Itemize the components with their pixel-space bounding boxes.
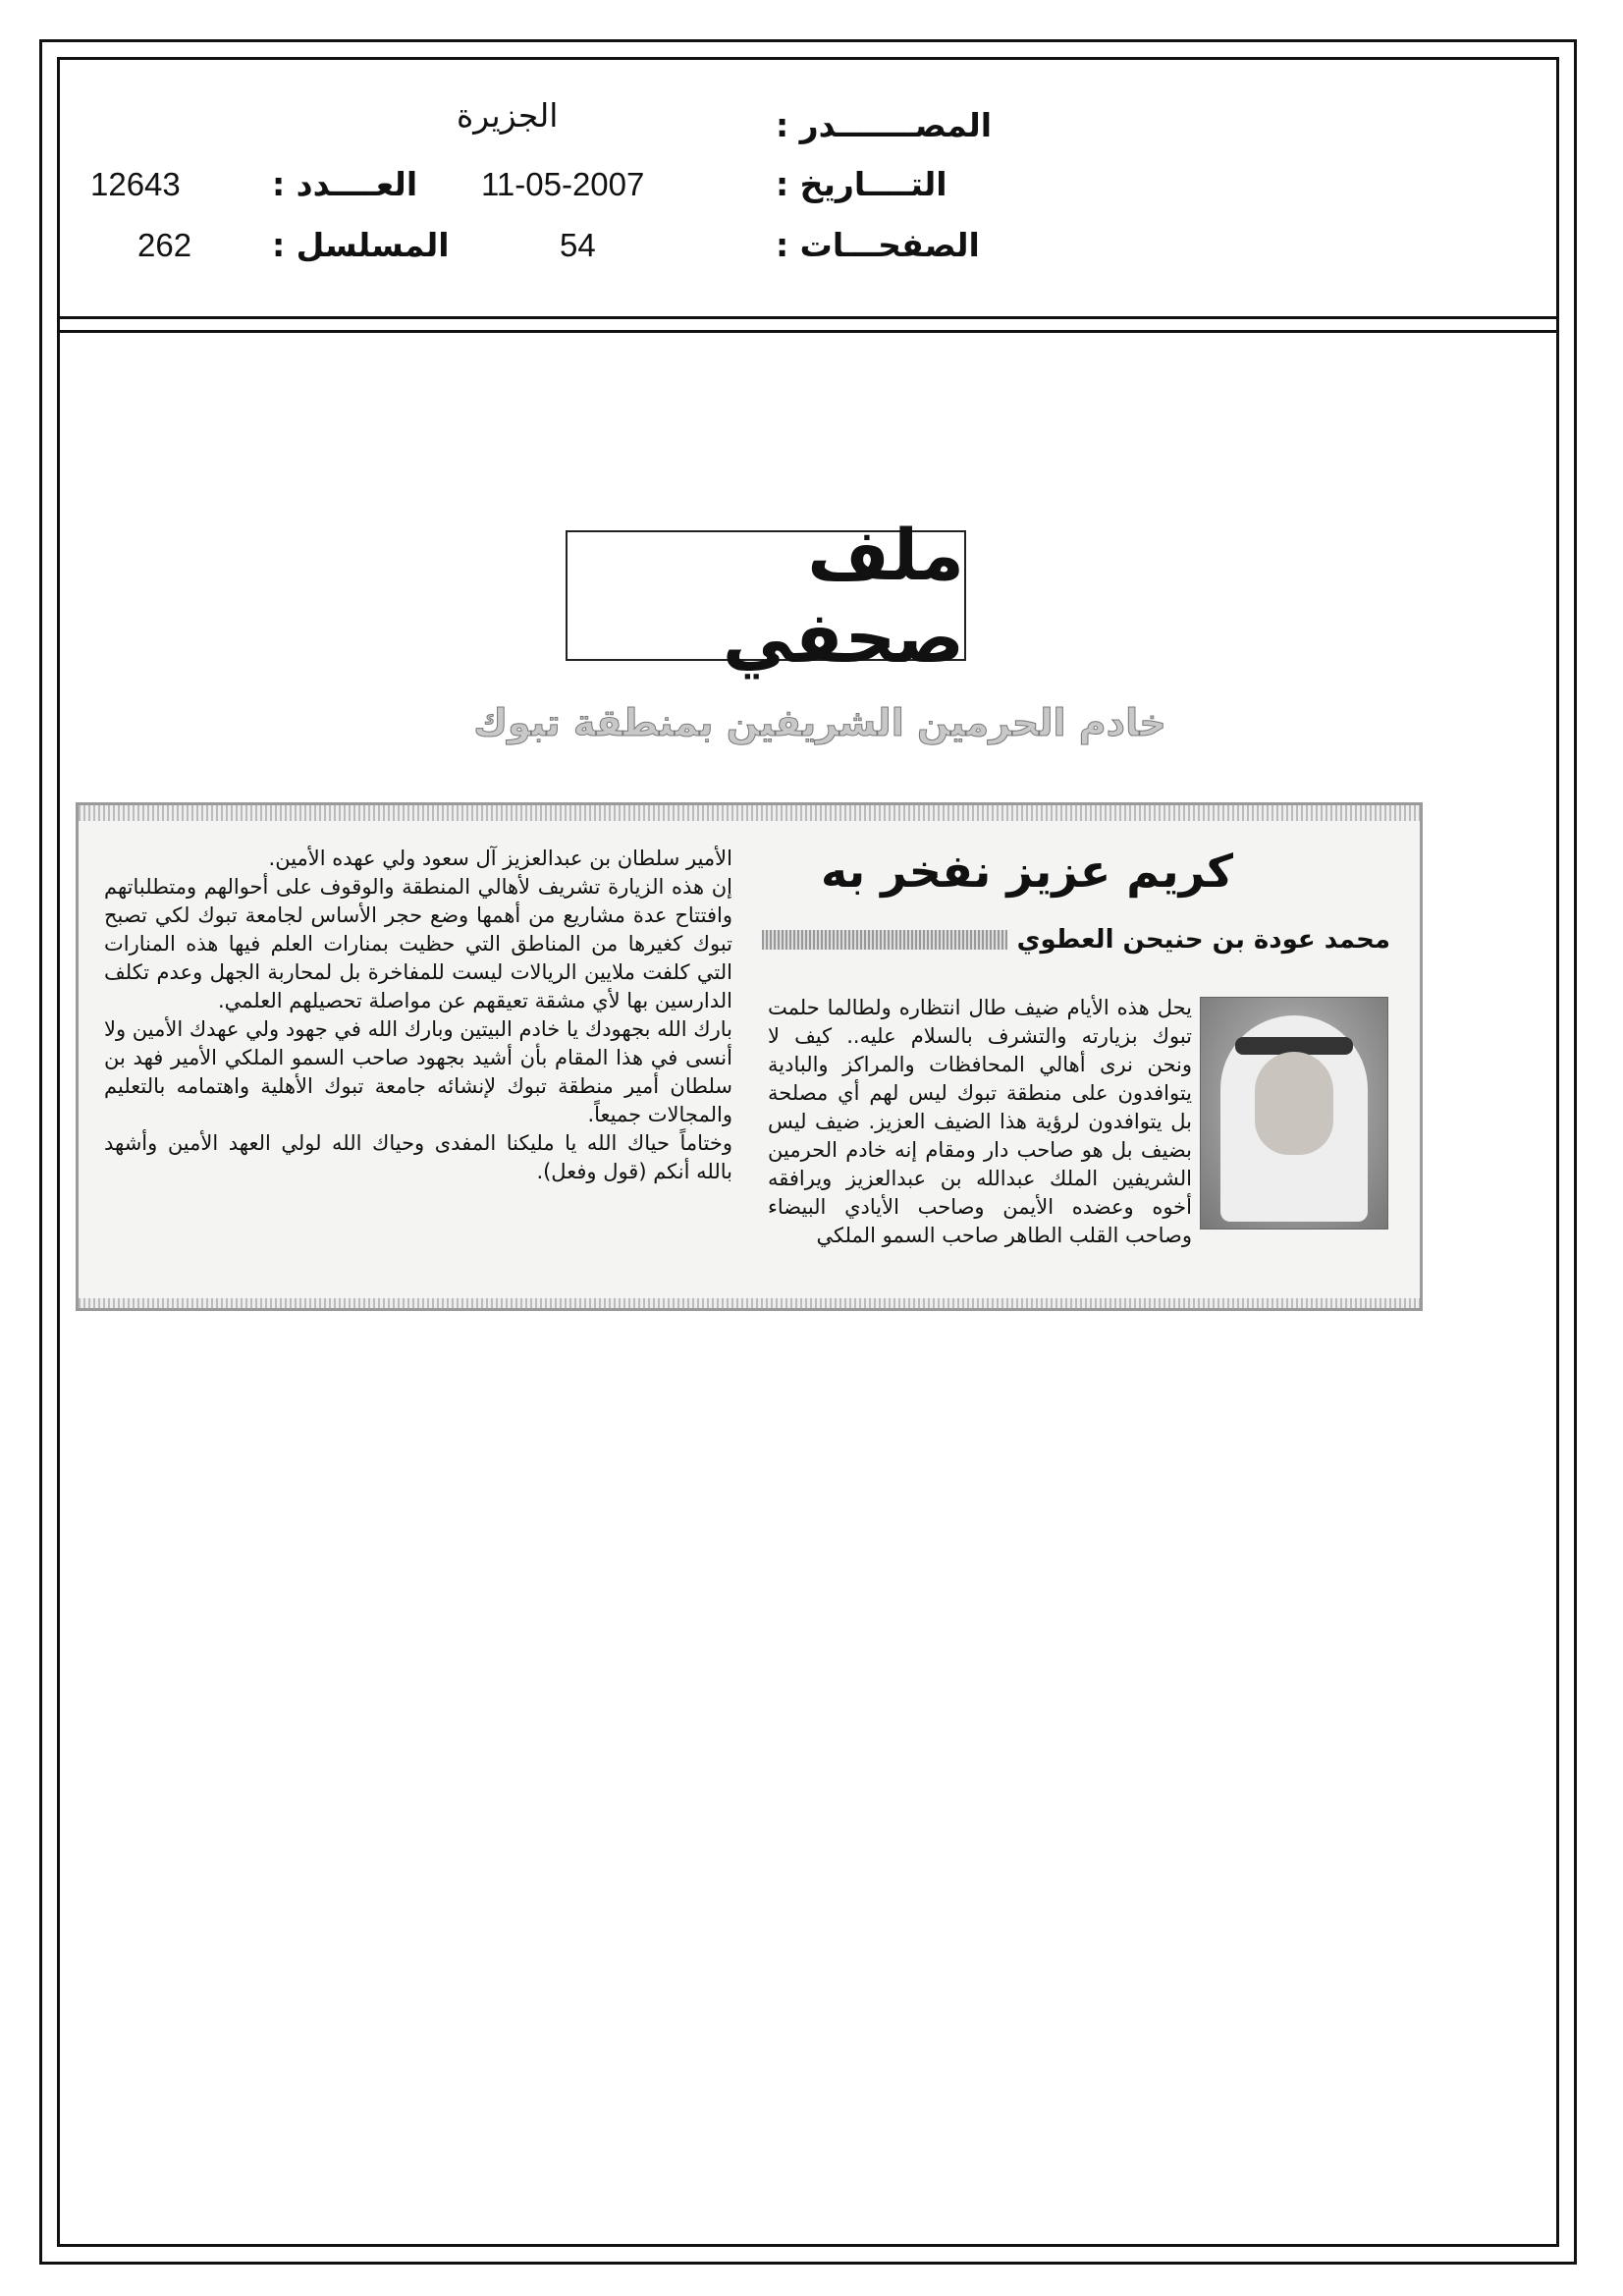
newspaper-clipping bbox=[76, 802, 1423, 1311]
article-title: كريم عزيز نفخر به bbox=[821, 845, 1233, 898]
pages-value: 54 bbox=[560, 227, 596, 263]
date-value: 11-05-2007 bbox=[481, 166, 645, 202]
issue-value: 12643 bbox=[90, 166, 181, 202]
serial-label: المسلسل : bbox=[272, 226, 450, 264]
article-column-left bbox=[104, 845, 732, 1186]
article-paragraph: الأمير سلطان بن عبدالعزيز آل سعود ولي عهده الأمين. bbox=[268, 847, 732, 870]
header-divider-double bbox=[57, 330, 1559, 333]
article-paragraph: إن هذه الزيارة تشريف لأهالي المنطقة والوقوف على أحوالهم ومتطلباتهم وافتتاح عدة مشاريع من أهمها وضع حجر الأساس لجامعة تبوك لكي تصبح تبوك كغيرها من المناطق التي حظيت بمنارات العلم فيها هذه المنارات التي كلفت ملايين الريالات ليست للمفاخرة بل لمحاربة الجهل وعدم تكلف الدارسين بها لأي مشقة تعيقهم عن مواصلة تحصيلهم العلمي. bbox=[104, 875, 732, 1012]
header-divider bbox=[57, 316, 1559, 319]
article-paragraph: بارك الله بجهودك يا خادم البيتين وبارك الله في جهود ولي عهدك الأمين ولا أنسى في هذا المقام بأن أشيد بجهود صاحب السمو الملكي الأمير فهد بن سلطان أمير منطقة تبوك لإنشائه جامعة تبوك الأهلية واهتمامه بالتعليم والمجالات جميعاً. bbox=[104, 1017, 732, 1126]
article-paragraph: يحل هذه الأيام ضيف طال انتظاره ولطالما حلمت تبوك بزيارته والتشرف بالسلام عليه.. كيف لا ونحن نرى أهالي المحافظات والمراكز والبادية يتوافدون على منطقة تبوك ليس لهم أي مصلحة بل يتوافدون لرؤية هذا الضيف العزيز. ضيف ليس بضيف بل هو صاحب دار ومقام إنه خادم الحرمين الشريفين الملك عبدالله بن عبدالعزيز ويرافقه أخوه وعضده الأيمن وصاحب الأيادي البيضاء وصاحب القلب الطاهر صاحب السمو الملكي bbox=[768, 996, 1192, 1247]
article-paragraph: وختاماً حياك الله يا مليكنا المفدى وحياك الله لولي العهد الأمين وأشهد بالله أنكم (قول وفعل). bbox=[104, 1131, 732, 1183]
collection-subtitle: خادم الحرمين الشريفين بمنطقة تبوك bbox=[473, 701, 1166, 744]
issue-label: العــــدد : bbox=[272, 165, 418, 203]
press-file-stamp: ملف صحفي bbox=[566, 530, 966, 661]
source-value: الجزيرة bbox=[457, 96, 559, 135]
article-byline: محمد عودة بن حنيحن العطوي bbox=[1007, 925, 1390, 955]
pages-label: الصفحـــات : bbox=[776, 226, 980, 264]
date-label: التــــاريخ : bbox=[776, 165, 947, 203]
source-label: المصـــــــدر : bbox=[776, 106, 993, 144]
serial-value: 262 bbox=[137, 227, 192, 263]
article-column-right bbox=[768, 994, 1388, 1250]
